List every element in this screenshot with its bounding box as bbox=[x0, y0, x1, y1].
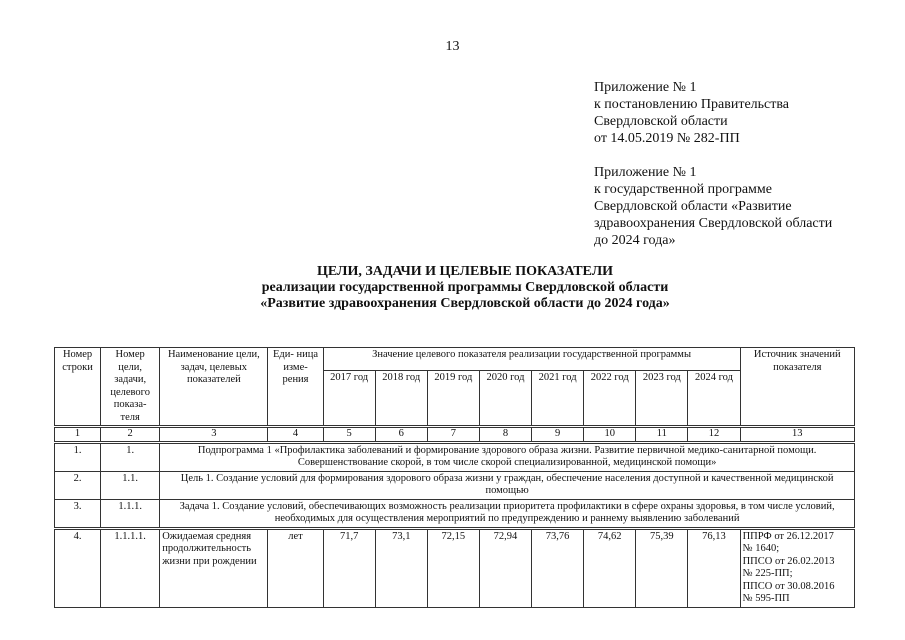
column-number: 5 bbox=[323, 427, 375, 443]
header-year: 2024 год bbox=[688, 371, 740, 427]
row-number: 2. bbox=[55, 471, 101, 499]
column-number: 11 bbox=[636, 427, 688, 443]
header-name: Наименование цели, задач, целевых показателей bbox=[160, 348, 268, 427]
table-header-row bbox=[55, 348, 855, 371]
row-code: 1.1.1.1. bbox=[101, 528, 160, 607]
indicator-value: 72,15 bbox=[427, 528, 479, 607]
indicator-source-line: ППСО от 30.08.2016 bbox=[742, 580, 835, 592]
header-year: 2022 год bbox=[584, 371, 636, 427]
column-number: 13 bbox=[740, 427, 854, 443]
column-number: 3 bbox=[160, 427, 268, 443]
appendix-program bbox=[594, 164, 832, 249]
column-number: 4 bbox=[268, 427, 323, 443]
appendix-program-line: Приложение № 1 bbox=[594, 165, 697, 180]
column-number: 2 bbox=[101, 427, 160, 443]
table-row-task bbox=[55, 499, 855, 528]
row-number: 3. bbox=[55, 499, 101, 528]
column-number: 6 bbox=[375, 427, 427, 443]
indicator-source bbox=[740, 528, 854, 607]
document-title-line: «Развитие здравоохранения Свердловской области до 2024 года» bbox=[260, 296, 670, 311]
appendix-program-line: здравоохранения Свердловской области bbox=[594, 216, 833, 231]
appendix-program-line: Свердловской области «Развитие bbox=[594, 199, 792, 214]
column-number: 8 bbox=[479, 427, 531, 443]
indicator-source-line: ППСО от 26.02.2013 bbox=[742, 555, 835, 567]
header-year: 2021 год bbox=[532, 371, 584, 427]
indicator-value: 75,39 bbox=[636, 528, 688, 607]
indicator-value: 76,13 bbox=[688, 528, 740, 607]
header-unit: Еди- ница изме- рения bbox=[268, 348, 323, 427]
indicator-value: 72,94 bbox=[479, 528, 531, 607]
indicator-source-line: № 595-ПП bbox=[742, 593, 790, 604]
column-number: 9 bbox=[532, 427, 584, 443]
row-text: Задача 1. Создание условий, обеспечивающих возможность реализации приоритета профилактики в сфере охраны здоровья, в том числе условий, необходимых для осуществления мероприятий по предупреждению и раннему выявлению заболеваний bbox=[160, 499, 855, 528]
page-number: 13 bbox=[445, 39, 460, 54]
row-number: 4. bbox=[55, 528, 101, 607]
appendix-decree-line: от 14.05.2019 № 282-ПП bbox=[594, 131, 740, 146]
column-number: 12 bbox=[688, 427, 740, 443]
appendix-decree-line: Приложение № 1 bbox=[594, 80, 697, 95]
appendix-decree bbox=[594, 79, 789, 147]
header-row-number: Номер строки bbox=[55, 348, 101, 427]
table-row-indicator bbox=[55, 528, 855, 607]
header-year: 2018 год bbox=[375, 371, 427, 427]
indicator-value: 74,62 bbox=[584, 528, 636, 607]
row-number: 1. bbox=[55, 442, 101, 471]
indicator-value: 71,7 bbox=[323, 528, 375, 607]
row-code: 1.1.1. bbox=[101, 499, 160, 528]
appendix-decree-line: Свердловской области bbox=[594, 114, 728, 129]
column-numbers-row bbox=[55, 427, 855, 443]
header-goal-number: Номер цели, задачи, целевого показа- теля bbox=[101, 348, 160, 427]
column-number: 10 bbox=[584, 427, 636, 443]
indicator-source-line: № 225-ПП; bbox=[742, 568, 793, 579]
header-source: Источник значений показателя bbox=[740, 348, 854, 427]
row-code: 1. bbox=[101, 442, 160, 471]
appendix-program-line: к государственной программе bbox=[594, 182, 772, 197]
indicator-name: Ожидаемая средняя продолжительность жизни при рождении bbox=[160, 528, 268, 607]
header-year: 2019 год bbox=[427, 371, 479, 427]
document-title-line: реализации государственной программы Свердловской области bbox=[261, 280, 669, 295]
goals-table bbox=[54, 347, 855, 608]
table-row-goal bbox=[55, 471, 855, 499]
indicator-source-line: № 1640; bbox=[742, 543, 780, 554]
indicator-value: 73,76 bbox=[532, 528, 584, 607]
indicator-source-line: ППРФ от 26.12.2017 bbox=[742, 530, 834, 542]
indicator-unit: лет bbox=[268, 528, 323, 607]
row-code: 1.1. bbox=[101, 471, 160, 499]
header-values-group: Значение целевого показателя реализации государственной программы bbox=[323, 348, 740, 371]
appendix-program-line: до 2024 года» bbox=[594, 233, 676, 248]
header-year: 2017 год bbox=[323, 371, 375, 427]
column-number: 7 bbox=[427, 427, 479, 443]
row-text: Цель 1. Создание условий для формирования здорового образа жизни у граждан, обеспечение населения доступной и качественной медицинской помощью bbox=[160, 471, 855, 499]
document-title bbox=[0, 264, 905, 312]
indicator-value: 73,1 bbox=[375, 528, 427, 607]
table-row-subprogram bbox=[55, 442, 855, 471]
column-number: 1 bbox=[55, 427, 101, 443]
row-text: Подпрограмма 1 «Профилактика заболеваний и формирование здорового образа жизни. Развитие первичной медико-санитарной помощи. Совершенствование скорой, в том числе скорой специализированной, медицинской помощи» bbox=[160, 442, 855, 471]
header-year: 2020 год bbox=[479, 371, 531, 427]
document-title-line: ЦЕЛИ, ЗАДАЧИ И ЦЕЛЕВЫЕ ПОКАЗАТЕЛИ bbox=[316, 264, 614, 279]
appendix-decree-line: к постановлению Правительства bbox=[594, 97, 790, 112]
header-year: 2023 год bbox=[636, 371, 688, 427]
